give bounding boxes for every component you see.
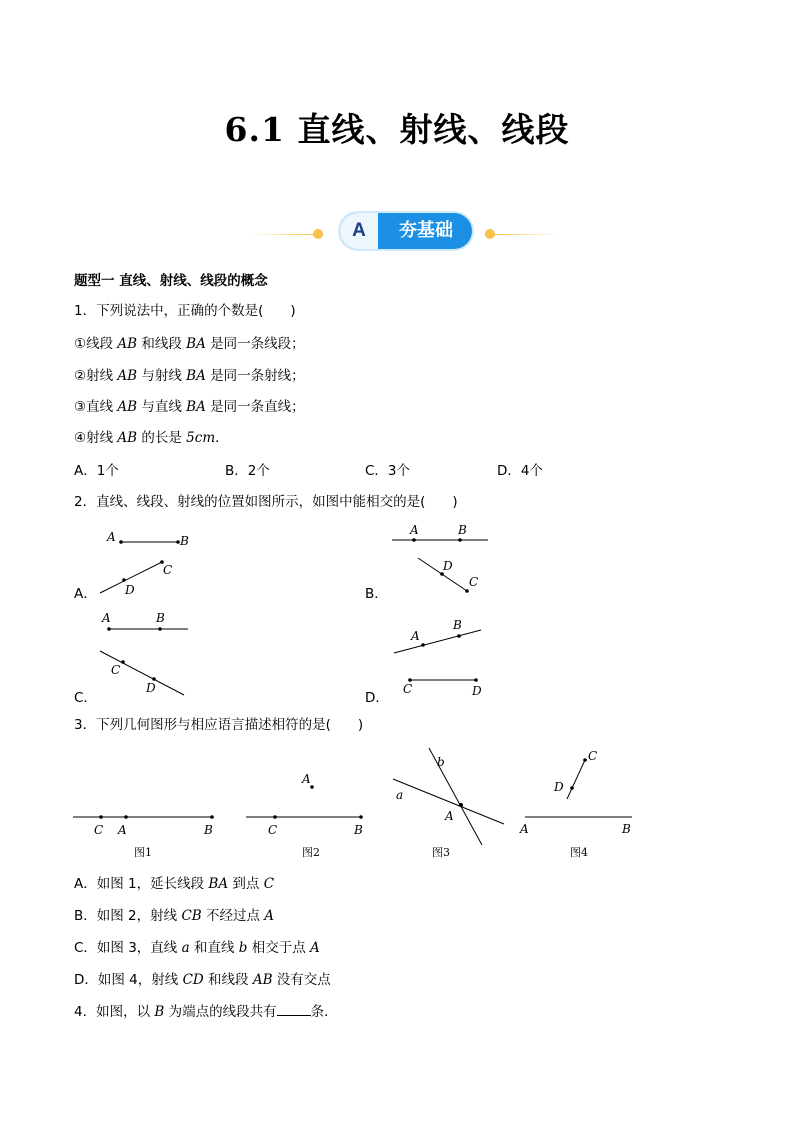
label-b: B	[354, 823, 363, 837]
label-b: B	[458, 523, 467, 537]
answer-blank[interactable]	[277, 1003, 311, 1016]
banner-left-line	[250, 234, 314, 235]
fig3-caption: 图3	[432, 846, 450, 859]
label-line-b: b	[437, 755, 445, 769]
label-d: D	[443, 559, 453, 573]
point-a	[412, 538, 416, 542]
q3-figure-1	[73, 815, 214, 859]
label-a: A	[411, 629, 420, 643]
point-d	[570, 786, 574, 790]
label-a: A	[107, 530, 116, 544]
fig2-caption: 图2	[302, 846, 320, 859]
q2-figure-c	[100, 611, 188, 695]
point-a	[124, 815, 128, 819]
label-b: B	[622, 822, 631, 836]
q2-stem: 2．直线、线段、射线的位置如图所示，如图中能相交的是( )	[74, 494, 458, 510]
q1-option-c: C．3个	[365, 463, 411, 479]
point-c	[99, 815, 103, 819]
q3-figures	[0, 740, 794, 865]
point-a	[459, 803, 463, 807]
point-a	[310, 785, 314, 789]
q2-figure-d	[394, 618, 482, 698]
section-letter: A	[340, 213, 378, 249]
q3-figure-3	[393, 748, 504, 859]
point-d	[122, 578, 126, 582]
q3-option-d: D．如图 4，射线 CD 和线段 AB 没有交点	[74, 972, 331, 988]
q1-statement-1: ①线段 AB 和线段 BA 是同一条线段；	[74, 336, 305, 352]
q3-option-b: B．如图 2，射线 CB 不经过点 A	[74, 908, 275, 924]
label-b: B	[180, 534, 189, 548]
point-b	[158, 627, 162, 631]
label-d: D	[125, 583, 135, 597]
fig4-caption: 图4	[570, 846, 588, 859]
q1-option-b: B．2个	[225, 463, 270, 479]
q2-figures	[0, 515, 794, 710]
label-point-a: A	[445, 809, 454, 823]
point-b	[458, 538, 462, 542]
ray-cd	[567, 760, 585, 799]
q3-option-c: C．如图 3，直线 a 和直线 b 相交于点 A	[74, 940, 320, 956]
q4-stem: 4．如图，以 B 为端点的线段共有 条．	[74, 1004, 338, 1020]
label-b: B	[204, 823, 213, 837]
label-a: A	[410, 523, 419, 537]
q1-stem: 1．下列说法中，正确的个数是( )	[74, 303, 296, 319]
label-a: A	[102, 611, 111, 625]
label-c: C	[469, 575, 479, 589]
q2-figure-a	[100, 530, 189, 597]
line-ab	[394, 630, 481, 653]
point-a	[107, 627, 111, 631]
q3-stem: 3．下列几何图形与相应语言描述相符的是( )	[74, 717, 364, 733]
point-c	[583, 758, 587, 762]
label-b: B	[156, 611, 165, 625]
label-c: C	[111, 663, 121, 677]
point-b	[457, 634, 461, 638]
label-d: D	[554, 780, 564, 794]
q1-statement-3: ③直线 AB 与直线 BA 是同一条直线；	[74, 399, 305, 415]
label-c: C	[588, 749, 598, 763]
banner-right-line	[495, 234, 559, 235]
q2-option-b: B．	[365, 586, 388, 602]
q1-statement-2: ②射线 AB 与射线 BA 是同一条射线；	[74, 368, 305, 384]
label-c: C	[163, 563, 173, 577]
point-b	[210, 815, 214, 819]
label-c: C	[403, 682, 413, 696]
section-badge	[340, 213, 472, 249]
page-title: 6.1 直线、射线、线段	[224, 110, 570, 149]
fig1-caption: 图1	[134, 846, 152, 859]
label-d: D	[472, 684, 482, 698]
q3-figure-2	[246, 772, 363, 859]
point-a	[421, 643, 425, 647]
label-d: D	[146, 681, 156, 695]
point-c	[273, 815, 277, 819]
banner-right-dot	[485, 229, 495, 239]
label-a: A	[302, 772, 311, 786]
q3-option-a: A．如图 1，延长线段 BA 到点 C	[74, 876, 275, 892]
q3-figure-4	[519, 749, 632, 859]
point-c	[121, 660, 125, 664]
point-d	[474, 678, 478, 682]
point-a	[119, 540, 123, 544]
point-c	[465, 589, 469, 593]
q2-option-a: A．	[74, 586, 97, 602]
q1-option-d: D．4个	[497, 463, 543, 479]
banner-left-dot	[313, 229, 323, 239]
label-a: A	[520, 822, 529, 836]
label-c: C	[94, 823, 104, 837]
type-heading: 题型一 直线、射线、线段的概念	[74, 273, 268, 289]
q1-option-a: A．1个	[74, 463, 119, 479]
q2-option-d: D．	[365, 690, 389, 706]
label-c: C	[268, 823, 278, 837]
label-a: A	[118, 823, 127, 837]
label-b: B	[453, 618, 462, 632]
label-line-a: a	[396, 788, 404, 802]
section-label: 夯基础	[399, 220, 453, 241]
q2-option-c: C．	[74, 690, 97, 706]
q2-figure-b	[392, 523, 488, 593]
point-b	[359, 815, 363, 819]
q1-statement-4: ④射线 AB 的长是 5cm．	[74, 430, 229, 446]
